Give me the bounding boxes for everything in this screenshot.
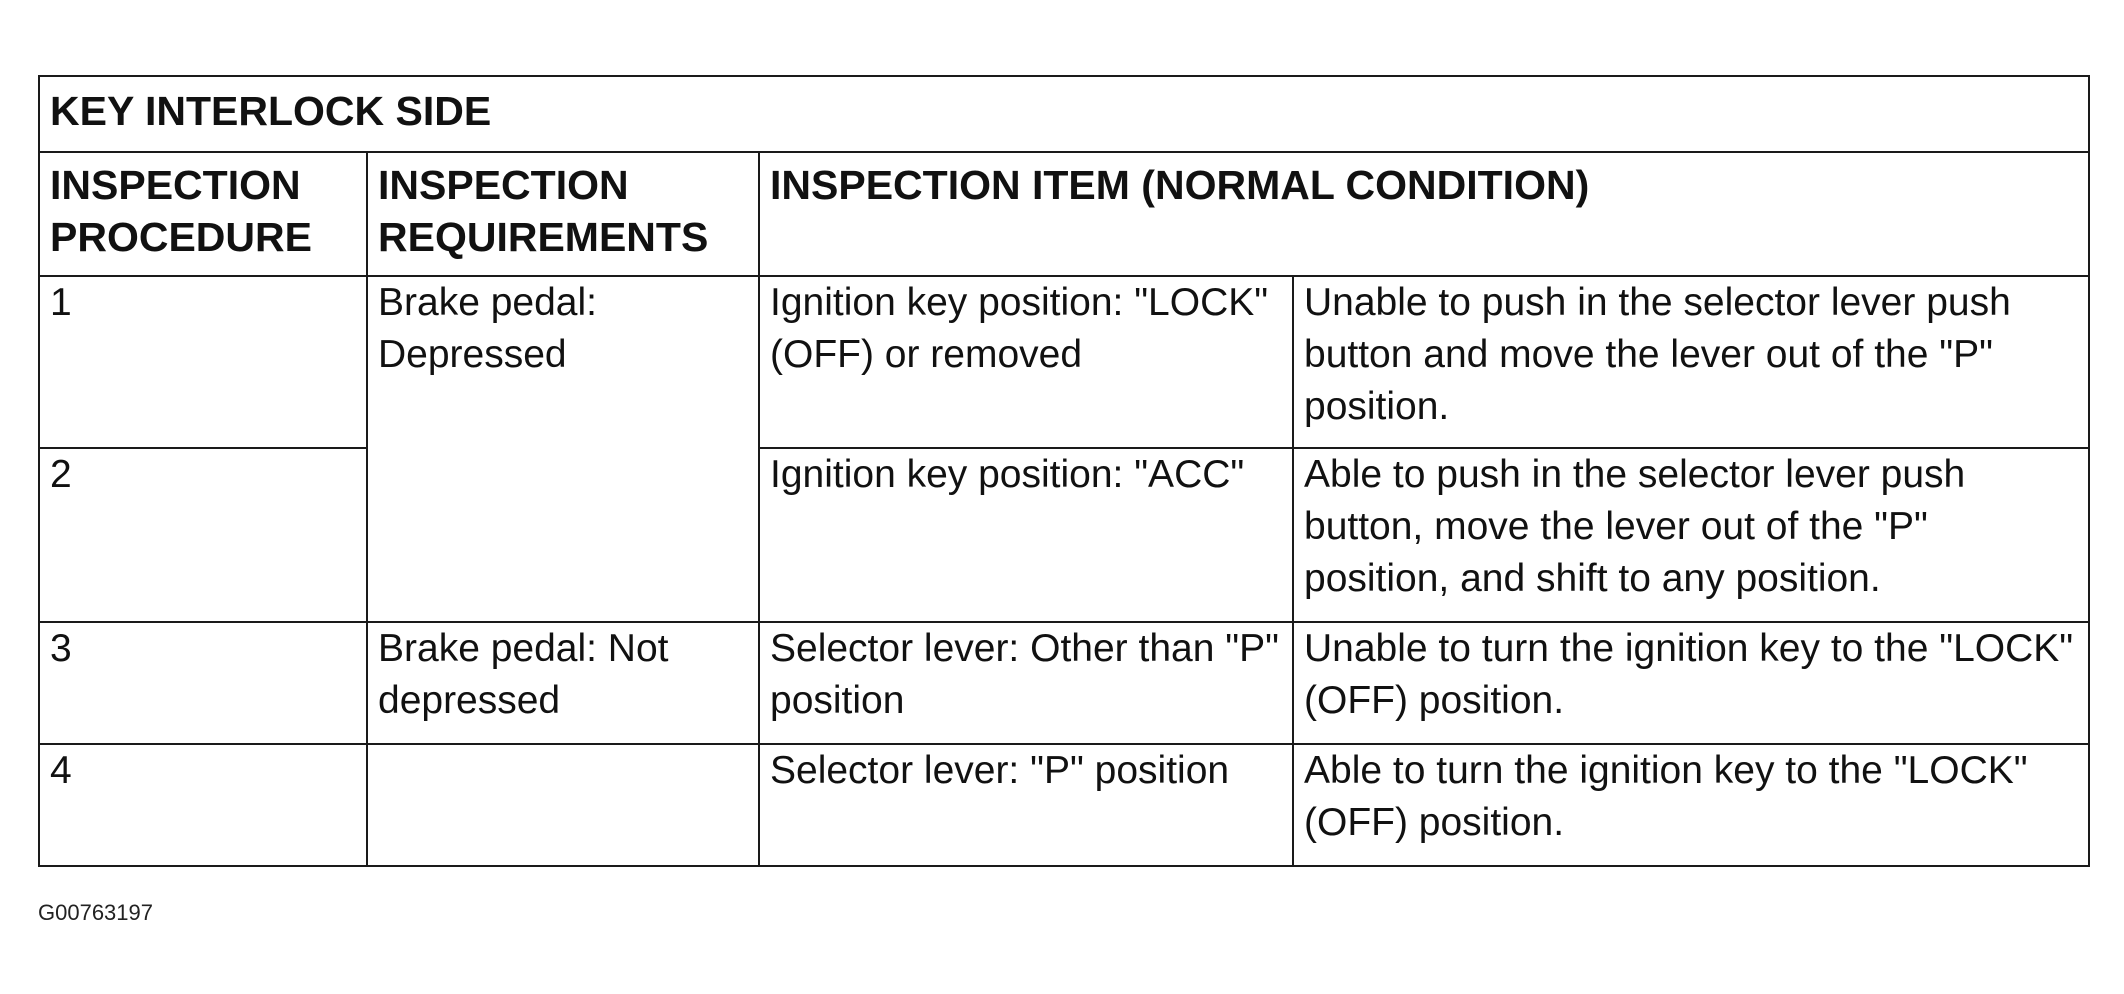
table-row <box>39 276 2089 448</box>
header-item: INSPECTION ITEM (NORMAL CONDITION) <box>759 152 2089 276</box>
table-row <box>39 744 2089 866</box>
key-interlock-table <box>38 75 2090 867</box>
procedure-cell: 3 <box>39 622 367 744</box>
figure-id: G00763197 <box>38 900 153 925</box>
procedure-cell: 2 <box>39 448 367 622</box>
table-title: KEY INTERLOCK SIDE <box>39 76 2089 152</box>
procedure-cell: 4 <box>39 744 367 866</box>
header-requirements: INSPECTION REQUIREMENTS <box>367 152 759 276</box>
requirement-cell: Brake pedal: Depressed <box>367 276 759 622</box>
condition-cell: Ignition key position: "LOCK" (OFF) or removed <box>759 276 1293 448</box>
condition-cell: Selector lever: Other than "P" position <box>759 622 1293 744</box>
requirement-cell <box>367 744 759 866</box>
result-cell: Able to turn the ignition key to the "LOCK" (OFF) position. <box>1293 744 2089 866</box>
condition-cell: Selector lever: "P" position <box>759 744 1293 866</box>
result-cell: Able to push in the selector lever push button, move the lever out of the "P" position, and shift to any position. <box>1293 448 2089 622</box>
inspection-table-container <box>38 75 2088 867</box>
condition-cell: Ignition key position: "ACC" <box>759 448 1293 622</box>
procedure-cell: 1 <box>39 276 367 448</box>
result-cell: Unable to turn the ignition key to the "LOCK" (OFF) position. <box>1293 622 2089 744</box>
table-title-row <box>39 76 2089 152</box>
table-row <box>39 622 2089 744</box>
table-row <box>39 448 2089 622</box>
result-cell: Unable to push in the selector lever push button and move the lever out of the "P" position. <box>1293 276 2089 448</box>
requirement-cell: Brake pedal: Not depressed <box>367 622 759 744</box>
table-header-row <box>39 152 2089 276</box>
header-procedure: INSPECTION PROCEDURE <box>39 152 367 276</box>
